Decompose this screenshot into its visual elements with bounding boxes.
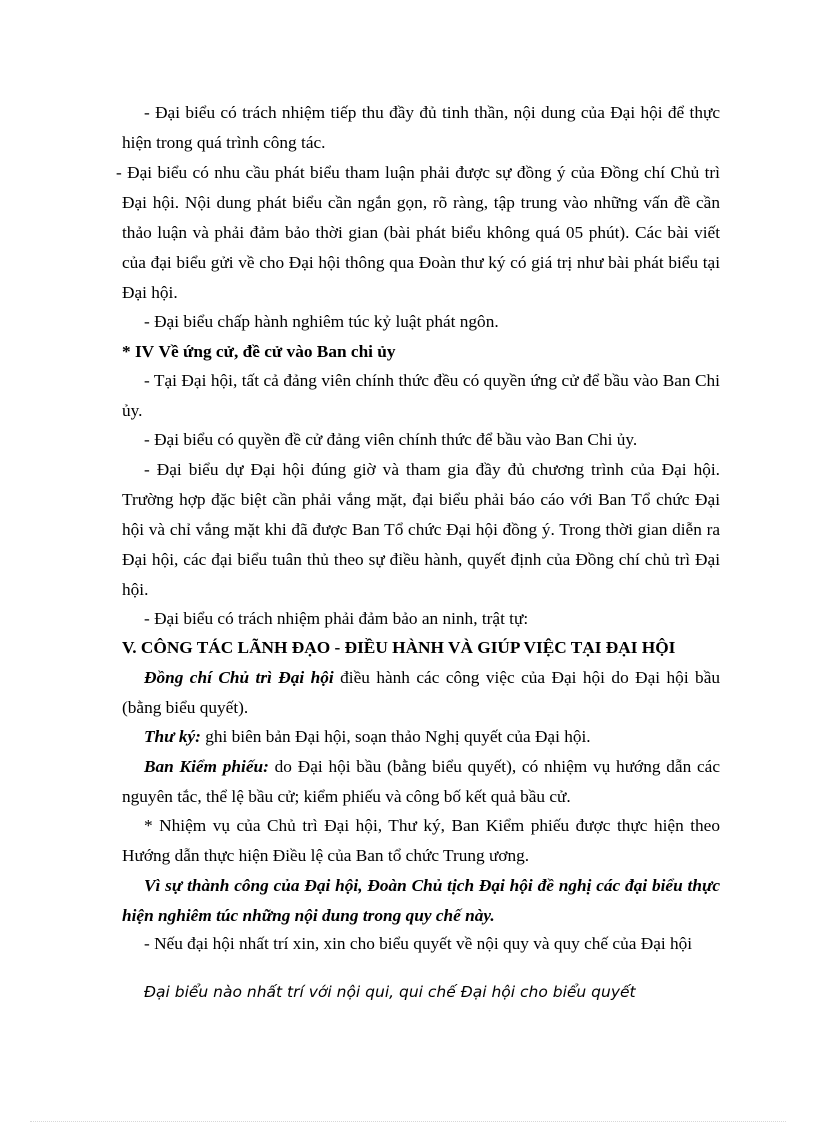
section-iv-heading (122, 337, 720, 367)
paragraph-speech-rules: - Đại biểu có nhu cầu phát biểu tham luận phải được sự đồng ý của Đồng chí Chủ trì Đại hội. Nội dung phát biểu cần ngắn gọn, rõ ràng, tập trung vào những vấn đề cần thảo luận và phải đảm bảo thời gian (bài phát biểu không quá 05 phút). Các bài viết của đại biểu gửi về cho Đại hội thông qua Đoàn thư ký có giá trị như bài phát biểu tại Đại hội. (116, 163, 720, 302)
paragraph-vote-request: - Nếu đại hội nhất trí xin, xin cho biểu quyết về nội quy và quy chế của Đại hội (144, 934, 693, 953)
paragraph-duties-note: * Nhiệm vụ của Chủ trì Đại hội, Thư ký, Ban Kiểm phiếu được thực hiện theo Hướng dẫn thực hiện Điều lệ của Ban tổ chức Trung ương. (122, 816, 720, 865)
paragraph-speech-discipline: - Đại biểu chấp hành nghiêm túc kỷ luật phát ngôn. (144, 312, 499, 331)
section-iv-prefix: * IV (122, 342, 155, 361)
paragraph-secretary (122, 722, 720, 752)
vote-counting-rest: do Đại hội bầu (bằng biểu quyết), có nhiệm vụ hướng dẫn các nguyên tắc, thể lệ bầu cử; kiểm phiếu và công bố kết quả bầu cử. (122, 757, 720, 806)
paragraph-closing-appeal: Vì sự thành công của Đại hội, Đoàn Chủ tịch Đại hội đề nghị các đại biểu thực hiện nghiêm túc những nội dung trong quy chế này. (122, 876, 720, 925)
chair-rest: điều hành các công việc của Đại hội do Đại hội bầu (bằng biểu quyết). (122, 668, 721, 717)
page-bottom-rule (30, 1121, 786, 1122)
paragraph-vote-counting (122, 752, 720, 812)
paragraph-responsibility: - Đại biểu có trách nhiệm tiếp thu đầy đủ tinh thần, nội dung của Đại hội để thực hiện trong quá trình công tác. (122, 103, 720, 152)
paragraph-nomination: - Đại biểu có quyền đề cử đảng viên chính thức để bầu vào Ban Chi ủy. (144, 430, 638, 449)
secretary-rest: ghi biên bản Đại hội, soạn thảo Nghị quyết của Đại hội. (200, 727, 591, 746)
secretary-lead: Thư ký: (144, 727, 201, 746)
vote-counting-lead: Ban Kiểm phiếu: (144, 757, 269, 776)
chair-lead: Đồng chí Chủ trì Đại hội (144, 668, 334, 687)
paragraph-vote-call: Đại biểu nào nhất trí với nội qui, qui chế Đại hội cho biểu quyết (144, 983, 636, 1001)
paragraph-candidacy: - Tại Đại hội, tất cả đảng viên chính thức đều có quyền ứng cử để bầu vào Ban Chi ủy. (122, 371, 720, 420)
paragraph-attendance: - Đại biểu dự Đại hội đúng giờ và tham gia đầy đủ chương trình của Đại hội. Trường hợp đặc biệt cần phải vắng mặt, đại biểu phải báo cáo với Ban Tổ chức Đại hội và chỉ vắng mặt khi đã được Ban Tổ chức Đại hội đồng ý. Trong thời gian diễn ra Đại hội, các đại biểu tuân thủ theo sự điều hành, quyết định của Đồng chí chủ trì Đại hội. (122, 460, 720, 599)
paragraph-chair (122, 663, 720, 723)
section-v-heading: V. CÔNG TÁC LÃNH ĐẠO - ĐIỀU HÀNH VÀ GIÚP VIỆC TẠI ĐẠI HỘI (122, 638, 676, 657)
paragraph-security: - Đại biểu có trách nhiệm phải đảm bảo an ninh, trật tự: (144, 609, 529, 628)
section-iv-title: Về ứng cử, đề cử vào Ban chi ủy (158, 342, 396, 361)
